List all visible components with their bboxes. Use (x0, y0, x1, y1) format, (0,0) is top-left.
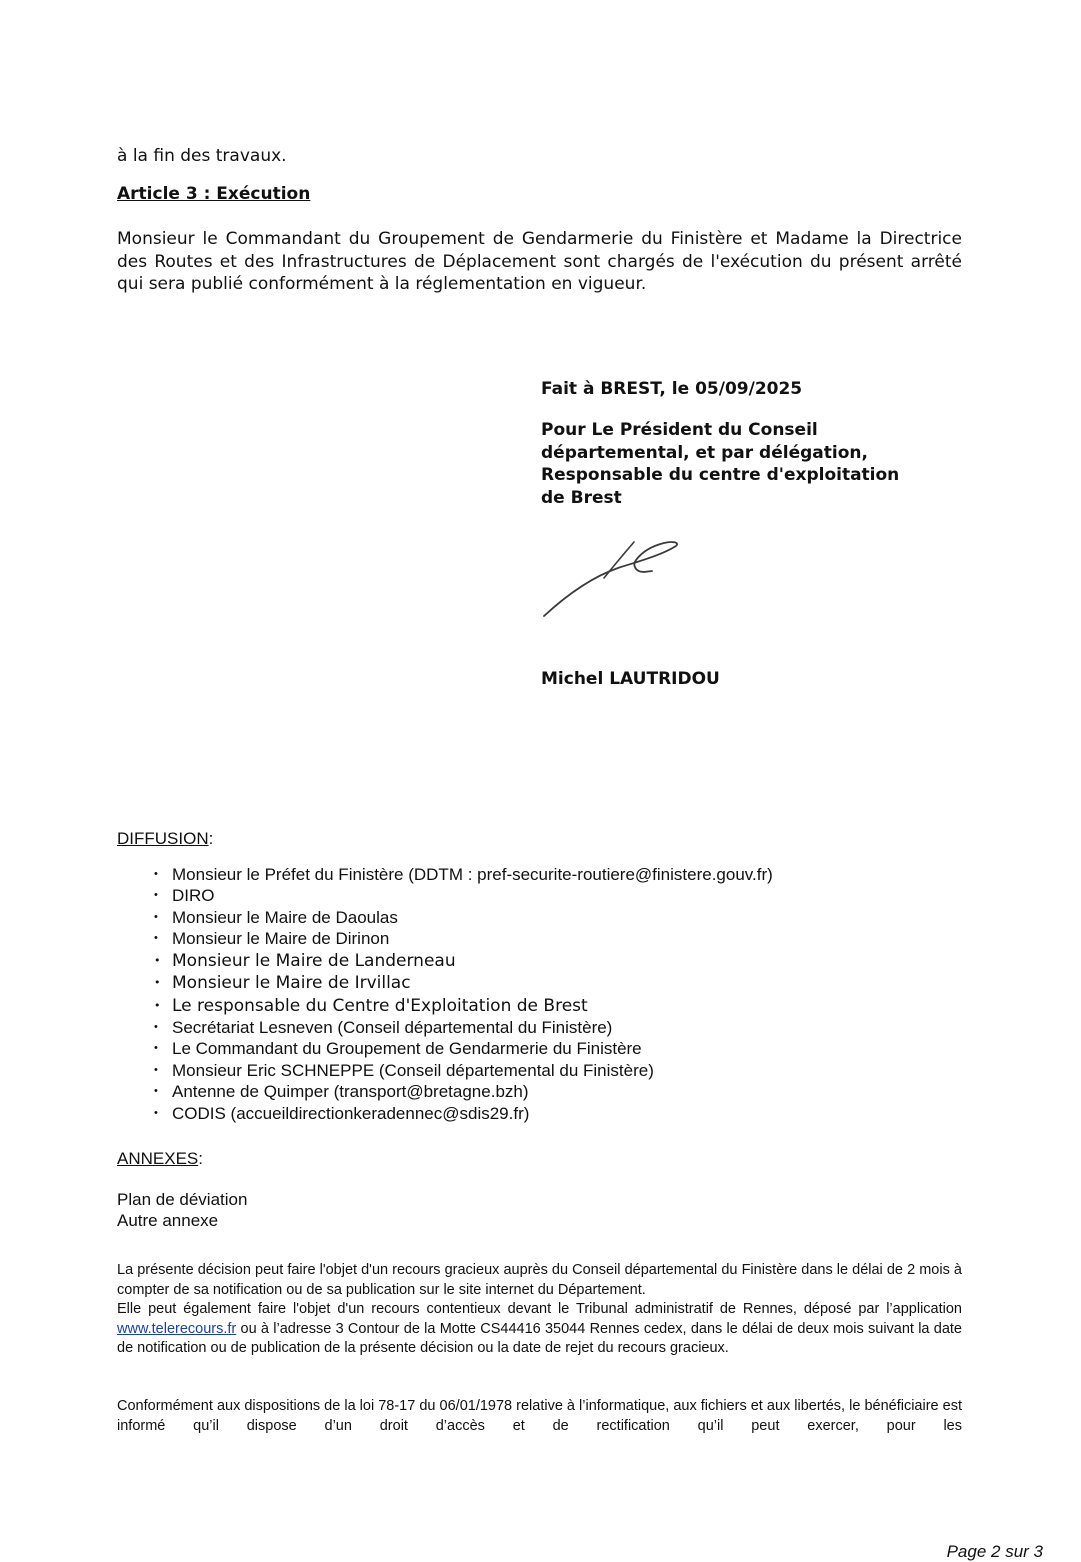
diffusion-recipient: Le Commandant du Groupement de Gendarmerie du Finistère (172, 1039, 642, 1059)
diffusion-recipient: Monsieur le Maire de Irvillac (172, 973, 411, 994)
legal-appeal-contentious-end: ou à l’adresse 3 Contour de la Motte CS44416 35044 Rennes cedex, dans le délai de deux mois suivant la date de notification ou de publication de la présente décision ou la date de rejet du recours gracieux. (117, 1320, 962, 1356)
diffusion-label (117, 829, 213, 849)
legal-notice-privacy: Conformément aux dispositions de la loi 78-17 du 06/01/1978 relative à l’informatique, aux fichiers et aux libertés, le bénéficiaire est informé qu’il dispose d’un droit d’accès et de rectification qu’il peut exercer, pour les (117, 1398, 962, 1434)
list-item (154, 864, 773, 885)
article-body: Monsieur le Commandant du Groupement de Gendarmerie du Finistère et Madame la Directrice des Routes et des Infrastructures de Déplacement sont chargés de l'exécution du présent arrêté qui sera publié conformément à la réglementation en vigueur. (117, 229, 962, 294)
diffusion-recipient: Monsieur le Préfet du Finistère (DDTM : pref-securite-routiere@finistere.gouv.fr) (172, 865, 773, 884)
diffusion-list (154, 864, 773, 1124)
list-item (154, 885, 773, 906)
annex-item: Plan de déviation (117, 1190, 248, 1209)
diffusion-recipient: CODIS (accueildirectionkeradennec@sdis29.fr) (172, 1103, 530, 1123)
bullet-icon: • (154, 1042, 158, 1055)
annexes-list (117, 1189, 247, 1231)
diffusion-recipient: DIRO (172, 886, 215, 906)
diffusion-recipient: Secrétariat Lesneven (Conseil départemental du Finistère) (172, 1018, 613, 1038)
signatory-title: Pour Le Président du Conseil départemental, et par délégation, Responsable du centre d'exploitation de Brest (541, 420, 900, 508)
annex-item: Autre annexe (117, 1211, 219, 1230)
diffusion-recipient: Le responsable du Centre d'Exploitation de Brest (172, 995, 588, 1016)
page-number: Page 2 sur 3 (946, 1542, 1043, 1561)
bullet-icon: • (154, 1106, 158, 1119)
diffusion-label-text: DIFFUSION (117, 829, 209, 848)
bullet-icon: • (154, 889, 158, 902)
telerecours-link[interactable]: www.telerecours.fr (117, 1320, 237, 1337)
bullet-icon: • (154, 910, 158, 923)
legal-notice-appeal (117, 1261, 962, 1359)
bullet-icon: • (154, 1021, 158, 1034)
bullet-icon: • (154, 1063, 158, 1076)
signature-date: 05/09/2025 (695, 379, 803, 399)
signer-name: Michel LAUTRIDOU (541, 669, 720, 689)
bullet-icon: • (154, 1085, 158, 1098)
signature-place-date (541, 378, 961, 400)
legal-appeal-contentious-start: Elle peut également faire l'objet d'un recours contentieux devant le Tribunal administratif de Rennes, déposé par l’application (117, 1301, 962, 1317)
diffusion-recipient: Monsieur Eric SCHNEPPE (Conseil départemental du Finistère) (172, 1060, 654, 1080)
place-label: Fait à BREST, le (541, 379, 696, 399)
legal-appeal-gracious: La présente décision peut faire l'objet d'un recours gracieux auprès du Conseil départemental du Finistère dans le délai de 2 mois à compter de sa notification ou de sa publication sur le site internet du Département. (117, 1262, 962, 1298)
diffusion-recipient: Monsieur le Maire de Dirinon (172, 929, 390, 949)
list-item (154, 995, 773, 1018)
list-item (154, 972, 773, 995)
annexes-label-colon: : (198, 1149, 203, 1168)
diffusion-label-colon: : (208, 829, 214, 848)
annexes-label (117, 1149, 203, 1169)
list-item (154, 907, 773, 928)
bullet-icon: • (154, 976, 161, 990)
article-heading: Article 3 : Exécution (117, 184, 311, 204)
list-item (154, 1081, 773, 1102)
list-item (154, 928, 773, 949)
signature-block (541, 378, 961, 509)
list-item (154, 1103, 773, 1124)
annexes-label-text: ANNEXES (117, 1149, 199, 1168)
list-item (154, 950, 773, 973)
continuation-text: à la fin des travaux. (117, 146, 287, 166)
diffusion-recipient: Antenne de Quimper (transport@bretagne.bzh) (172, 1082, 529, 1102)
handwritten-signature (540, 532, 685, 622)
diffusion-recipient: Monsieur le Maire de Landerneau (172, 950, 456, 971)
list-item (154, 1060, 773, 1081)
bullet-icon: • (154, 932, 158, 945)
bullet-icon: • (154, 998, 161, 1012)
list-item (154, 1038, 773, 1059)
diffusion-recipient: Monsieur le Maire de Daoulas (172, 907, 398, 927)
list-item (154, 1017, 773, 1038)
bullet-icon: • (154, 868, 158, 880)
bullet-icon: • (154, 953, 161, 967)
